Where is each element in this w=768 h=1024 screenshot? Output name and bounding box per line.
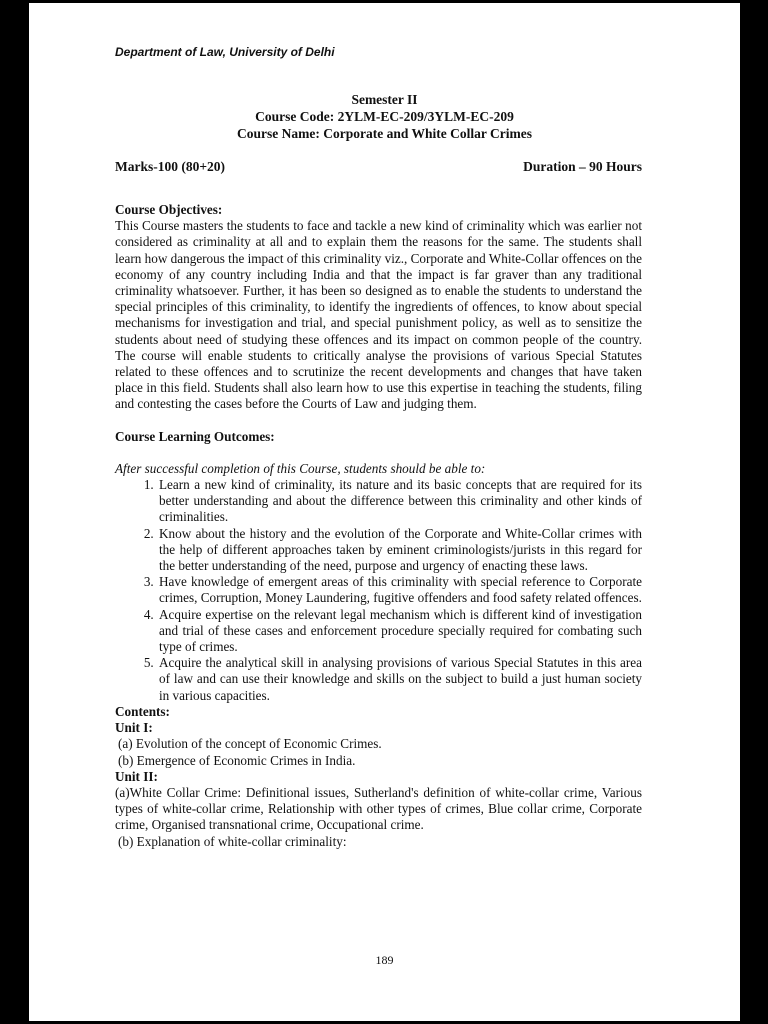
objectives-paragraph: This Course masters the students to face and tackle a new kind of criminality which was earlier not considered as criminality at all and to explain them the reasons for the same. The students shall learn how dangerous the impact of this criminality viz., Corporate and White-Collar offences on the economy of any country including India and that the impact is far graver than any traditional criminality whatsoever. Further, it has been so designed as to enable the students to understand the special principles of this criminality, to identify the ingredients of offences, to know about special mechanisms for investigation and trial, and special punishment policy, as well as to sensitize the students about need of studying these offences and its impact on common people of the country. The course will enable students to critically analyse the provisions of various Special Statutes related to these offences and to scrutinize the recent developments and changes that have taken place in this field. Students shall also learn how to use this expertise in teaching the students, filing and contesting the cases before the Courts of Law and judging them. [115,218,642,412]
unit-1-item-b: (b) Emergence of Economic Crimes in India. [118,752,356,768]
outcomes-list [115,477,642,704]
course-title-block [29,91,740,142]
marks-label: Marks-100 (80+20) [115,159,226,174]
list-item: 4. Acquire expertise on the relevant legal mechanism which is different kind of investigation and trial of these cases and enforcement procedure specially required for combating such type of crimes. [157,607,642,656]
unit-2-title: Unit II: [115,768,158,784]
unit-2-item-a: (a)White Collar Crime: Definitional issues, Sutherland's definition of white-collar crime, Various types of white-collar crime, Relationship with other types of crimes, Blue collar crime, Corporate crime, Organised transnational crime, Occupational crime. [115,784,642,833]
list-item: 2. Know about the history and the evolution of the Corporate and White-Collar crimes with the help of different approaches taken by eminent criminologists/jurists in this regard for the better understanding of the need, purpose and urgency of enacting these laws. [157,526,642,575]
contents-heading: Contents: [115,703,170,719]
list-item: 1. Learn a new kind of criminality, its nature and its basic concepts that are required for its better understanding and about the difference between this criminality and other kinds of criminalities. [157,477,642,526]
unit-2-item-b: (b) Explanation of white-collar criminality: [118,833,347,849]
department-header: Department of Law, University of Delhi [115,45,335,59]
marks-duration-row [115,159,642,175]
list-item: 5. Acquire the analytical skill in analysing provisions of various Special Statutes in this area of law and can use their knowledge and skills on the subject to build a just human society in various capacities. [157,655,642,704]
outcomes-heading: Course Learning Outcomes: [115,428,275,444]
unit-1-item-a: (a) Evolution of the concept of Economic Crimes. [118,736,382,752]
duration-label: Duration – 90 Hours [523,159,642,174]
page-number: 189 [375,953,394,967]
outcomes-intro: After successful completion of this Course, students should be able to: [115,460,486,476]
course-name: Course Name: Corporate and White Collar Crimes [237,126,532,141]
document-body [115,202,642,850]
unit-1-title: Unit I: [115,720,153,736]
objectives-heading: Course Objectives: [115,202,223,217]
document-page [29,3,740,1021]
course-code: Course Code: 2YLM-EC-209/3YLM-EC-209 [255,109,514,124]
list-item: 3. Have knowledge of emergent areas of this criminality with special reference to Corporate crimes, Corruption, Money Laundering, fugitive offenders and food safety related offences. [157,574,642,606]
semester-label: Semester II [351,92,418,107]
